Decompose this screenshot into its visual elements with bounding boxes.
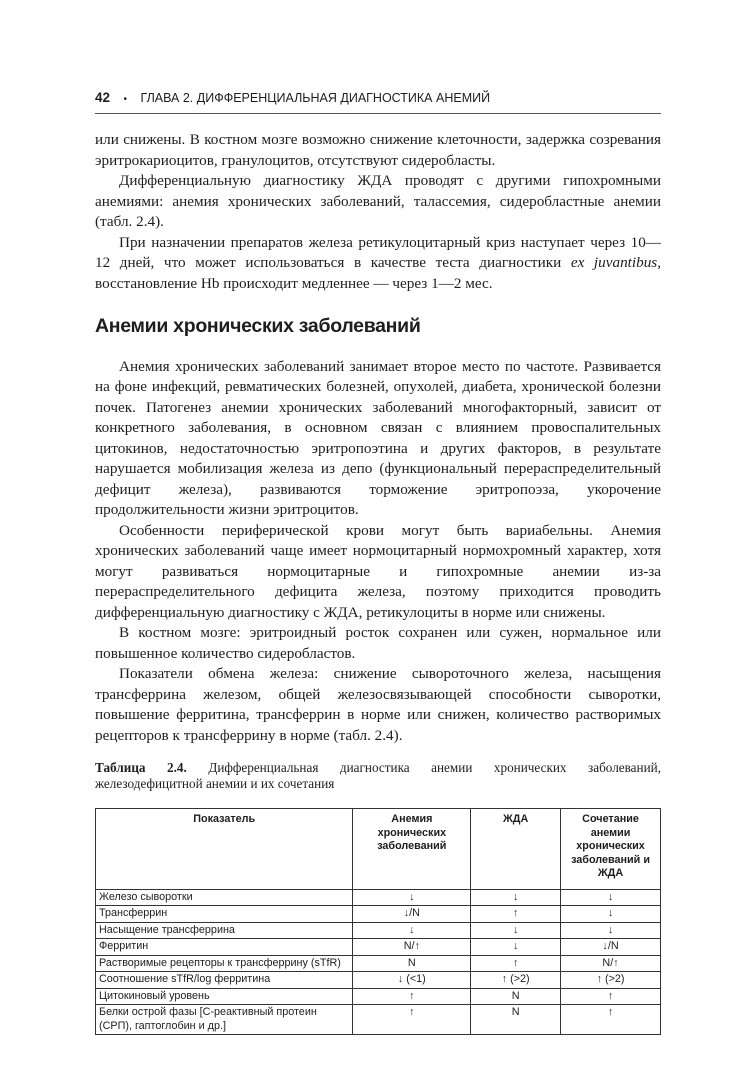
- row-label: Насыщение трансферрина: [96, 922, 353, 939]
- row-label: Железо сыворотки: [96, 889, 353, 906]
- table-row: [96, 922, 661, 939]
- table-caption: [95, 760, 661, 792]
- cell-value: ↓: [471, 889, 561, 906]
- intro-paragraph-1: или снижены. В костном мозге возможно снижение клеточности, задержка созревания эритрокариоцитов, гранулоцитов, отсутствуют сидеробласты.: [95, 131, 661, 169]
- header-chronic-anemia: Анемия хронических заболеваний: [353, 809, 471, 890]
- cell-value: N: [471, 988, 561, 1005]
- cell-value: ↑: [353, 988, 471, 1005]
- intro-paragraph-2: Дифференциальную диагностику ЖДА проводят с другими гипохромными анемиями: анемия хронических заболеваний, талассемия, сидеробластные анемии (табл. 2.4).: [95, 172, 661, 230]
- section-paragraph-1: Анемия хронических заболеваний занимает второе место по частоте. Развивается на фоне инфекций, ревматических болезней, опухолей, диабета, хронической болезни почек. Патогенез анемии хронических заболеваний многофакторный, зависит от конкретного заболевания, в основном связан с влиянием провоспалительных цитокинов, недостаточностью эритропоэтина и других факторов, в результате нарушается мобилизация железа из депо (функциональный перераспределительный дефицит железа), развиваются торможение эритропоэза, укорочение продолжительности жизни эритроцитов.: [95, 357, 661, 518]
- table-row: [96, 889, 661, 906]
- table-header-row: [96, 809, 661, 890]
- header-combination: Сочетание анемии хронических заболеваний и ЖДА: [561, 809, 661, 890]
- row-label: Трансферрин: [96, 906, 353, 923]
- table-caption-label: Таблица 2.4.: [95, 760, 187, 775]
- cell-value: ↓: [353, 889, 471, 906]
- page-content: [95, 130, 661, 1035]
- cell-value: ↑: [471, 906, 561, 923]
- cell-value: ↓/N: [561, 939, 661, 956]
- intro-paragraph-3: [95, 233, 661, 295]
- cell-value: ↓: [561, 889, 661, 906]
- cell-value: N/↑: [353, 939, 471, 956]
- row-label: Ферритин: [96, 939, 353, 956]
- cell-value: ↑ (>2): [561, 972, 661, 989]
- cell-value: ↑: [561, 988, 661, 1005]
- header-ida: ЖДА: [471, 809, 561, 890]
- cell-value: ↑: [353, 1005, 471, 1035]
- row-label: Белки острой фазы [С-реактивный протеин (СРП), гаптоглобин и др.]: [96, 1005, 353, 1035]
- section-paragraph-2: Особенности периферической крови могут быть вариабельны. Анемия хронических заболеваний чаще имеет нормоцитарный нормохромный характер, хотя могут развиваться нормоцитарные и гипохромные анемии из-за перераспределительного дефицита железа, поэтому приходится проводить дифференциальную диагностику с ЖДА, ретикулоциты в норме или снижены.: [95, 521, 661, 621]
- cell-value: N/↑: [561, 955, 661, 972]
- cell-value: ↑ (>2): [471, 972, 561, 989]
- cell-value: ↑: [471, 955, 561, 972]
- diagnostic-table: [95, 808, 661, 1035]
- table-caption-text: Дифференциальная диагностика анемии хронических заболеваний, железодефицитной анемии и их сочетания: [95, 760, 662, 791]
- cell-value: N: [471, 1005, 561, 1035]
- table-row: [96, 1005, 661, 1035]
- table-row: [96, 972, 661, 989]
- running-header: [95, 90, 661, 114]
- row-label: Соотношение sTfR/log ферритина: [96, 972, 353, 989]
- table-row: [96, 939, 661, 956]
- section-paragraph-3: В костном мозге: эритроидный росток сохранен или сужен, нормальное или повышенное количество сидеробластов.: [95, 624, 661, 662]
- page-number: 42: [95, 90, 111, 105]
- table-row: [96, 906, 661, 923]
- cell-value: ↓/N: [353, 906, 471, 923]
- intro-paragraph-3-start: При назначении препаратов железа ретикулоцитарный криз наступает через 10—12 дней, что может использоваться в качестве теста диагностики: [95, 233, 661, 271]
- intro-paragraph-3-end: , восстановление Hb происходит медленнее — через 1—2 мес.: [95, 254, 661, 292]
- cell-value: ↓: [471, 922, 561, 939]
- table-row: [96, 955, 661, 972]
- cell-value: ↑: [561, 1005, 661, 1035]
- cell-value: ↓: [471, 939, 561, 956]
- cell-value: ↓: [561, 906, 661, 923]
- latin-term: ex juvantibus: [570, 254, 658, 271]
- header-indicator: Показатель: [96, 809, 353, 890]
- table-row: [96, 988, 661, 1005]
- row-label: Цитокиновый уровень: [96, 988, 353, 1005]
- cell-value: ↓ (<1): [353, 972, 471, 989]
- section-paragraph-4: Показатели обмена железа: снижение сывороточного железа, насыщения трансферрина железом, общей железосвязывающей способности сыворотки, повышение ферритина, трансферрин в норме или снижен, количество растворимых рецепторов к трансферрину в норме (табл. 2.4).: [95, 665, 661, 744]
- header-bullet: •: [123, 94, 128, 105]
- cell-value: ↓: [561, 922, 661, 939]
- cell-value: ↓: [353, 922, 471, 939]
- cell-value: N: [353, 955, 471, 972]
- section-heading: Анемии хронических заболеваний: [95, 315, 421, 337]
- row-label: Растворимые рецепторы к трансферрину (sTfR): [96, 955, 353, 972]
- chapter-title: ГЛАВА 2. ДИФФЕРЕНЦИАЛЬНАЯ ДИАГНОСТИКА АНЕМИЙ: [140, 91, 491, 105]
